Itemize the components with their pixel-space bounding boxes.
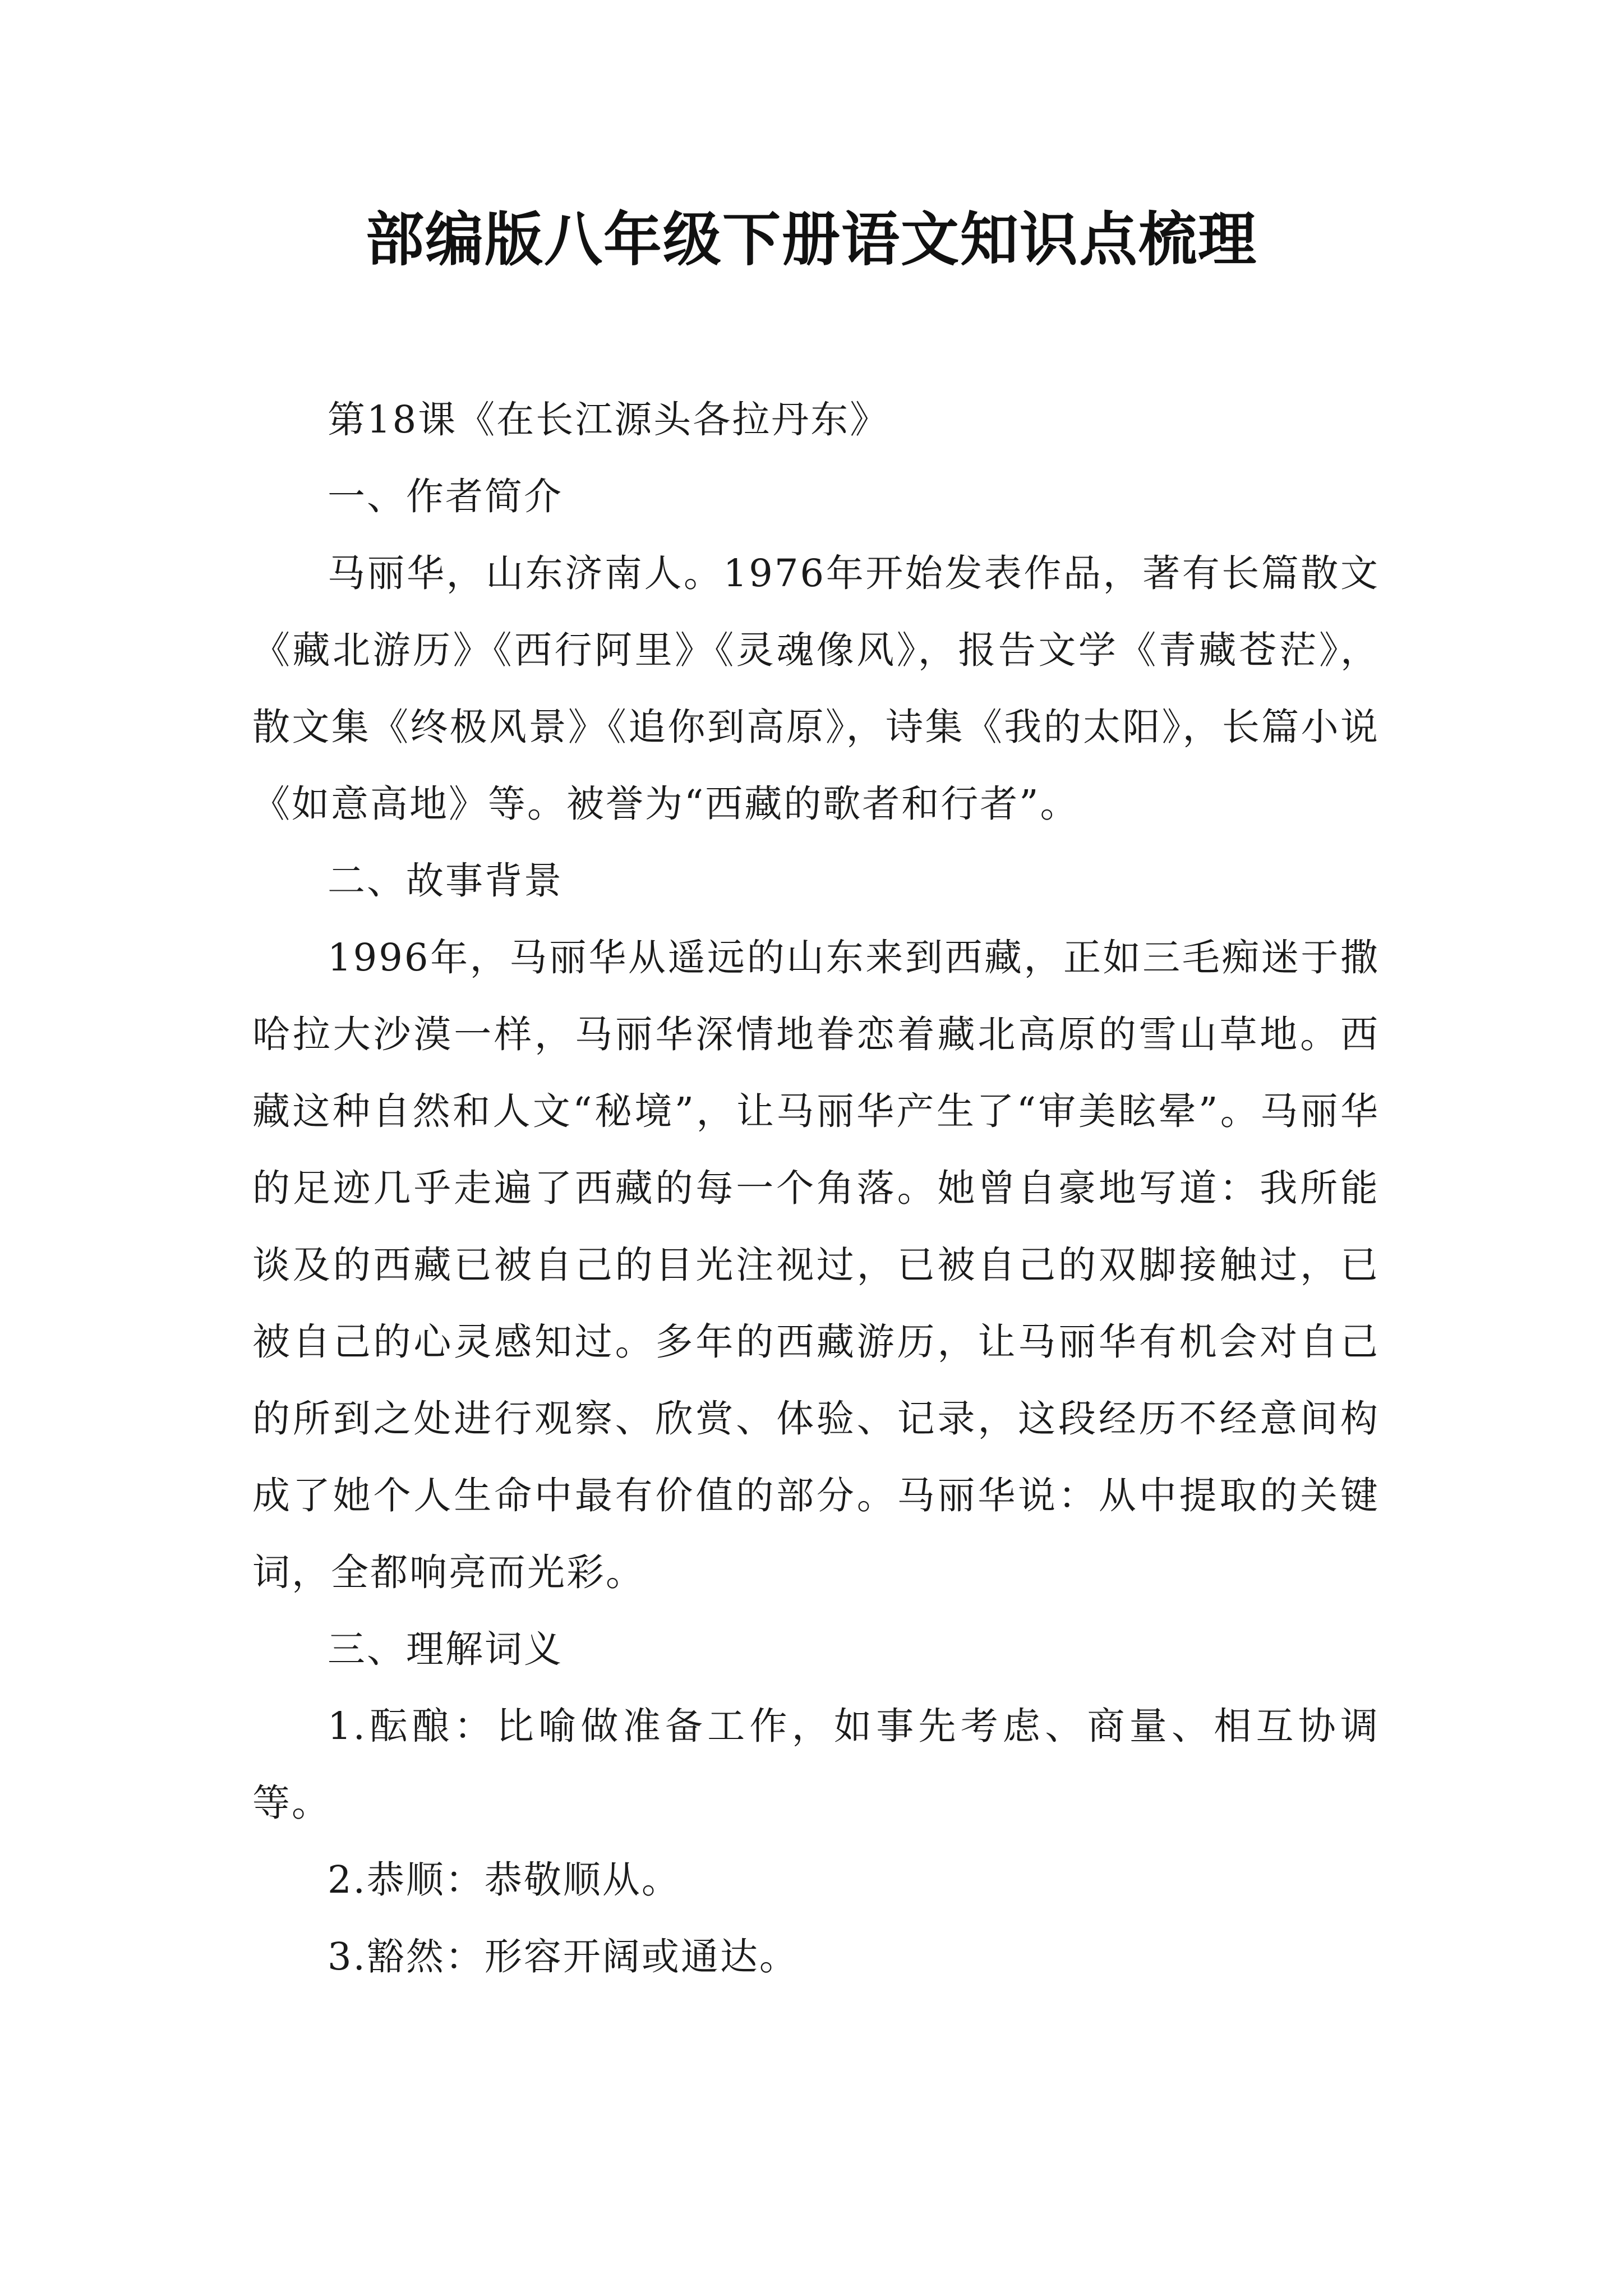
section-heading-background: 二、故事背景 xyxy=(328,859,563,903)
document-body xyxy=(252,381,1380,1995)
section-heading-author: 一、作者简介 xyxy=(328,475,563,518)
vocabulary-item: 3.豁然：形容开阔或通达。 xyxy=(328,1935,799,1978)
vocabulary-item: 1.酝酿：比喻做准备工作，如事先考虑、商量、相互协调等。 xyxy=(252,1704,1380,1825)
background-paragraph: 1996年，马丽华从遥远的山东来到西藏，正如三毛痴迷于撒哈拉大沙漠一样，马丽华深情地眷恋着藏北高原的雪山草地。西藏这种自然和人文“秘境”，让马丽华产生了“审美眩晕”。马丽华的足迹几乎走遍了西藏的每一个角落。她曾自豪地写道：我所能谈及的西藏已被自己的目光注视过，已被自己的双脚接触过，已被自己的心灵感知过。多年的西藏游历，让马丽华有机会对自己的所到之处进行观察、欣赏、体验、记录，这段经历不经意间构成了她个人生命中最有价值的部分。马丽华说：从中提取的关键词，全都响亮而光彩。 xyxy=(252,936,1380,1594)
author-intro-paragraph: 马丽华，山东济南人。1976年开始发表作品，著有长篇散文《藏北游历》《西行阿里》《灵魂像风》，报告文学《青藏苍茫》，散文集《终极风景》《追你到高原》，诗集《我的太阳》，长篇小说《如意高地》等。被誉为“西藏的歌者和行者”。 xyxy=(252,551,1380,826)
vocabulary-item: 2.恭顺：恭敬顺从。 xyxy=(328,1858,681,1902)
document-title: 部编版八年级下册语文知识点梳理 xyxy=(365,205,1257,274)
lesson-heading: 第18课《在长江源头各拉丹东》 xyxy=(328,398,889,441)
section-heading-vocabulary: 三、理解词义 xyxy=(328,1627,563,1671)
